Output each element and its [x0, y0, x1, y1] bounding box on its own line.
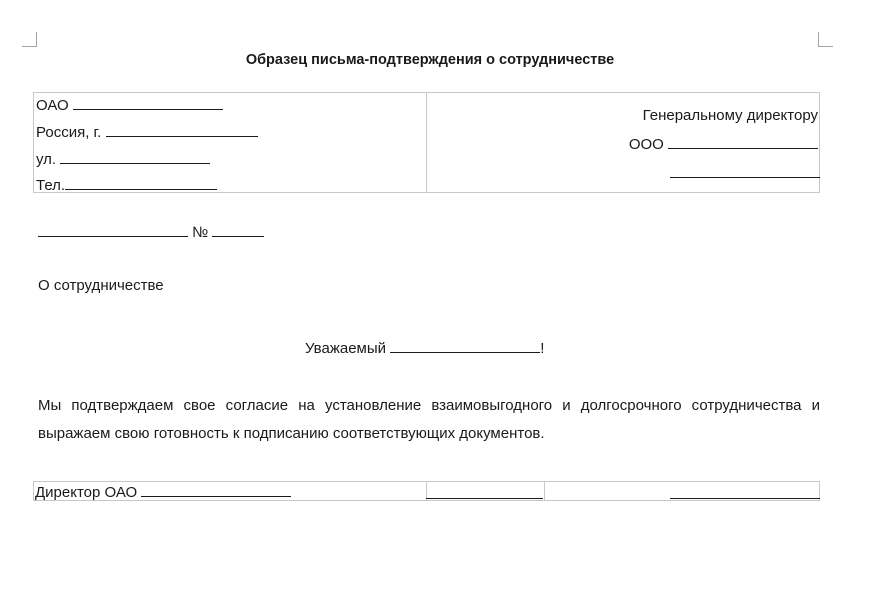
signature-table — [33, 481, 820, 501]
sender-org-blank — [73, 95, 223, 110]
signature-name-blank — [141, 482, 291, 497]
signature-position-label: Директор ОАО — [35, 484, 138, 501]
sender-phone-label: Тел. — [36, 177, 66, 194]
sender-phone-line — [36, 175, 217, 195]
outgoing-number-label: № — [192, 224, 209, 241]
salutation-suffix: ! — [540, 340, 545, 357]
body-paragraph: Мы подтверждаем свое согласие на установление взаимовыгодного и долгосрочного сотрудничества и выражаем свою готовность к подписанию соответствующих документов. — [38, 397, 820, 442]
sender-org-line — [36, 95, 223, 115]
header-table — [33, 92, 820, 193]
page-corner-mark-top-right — [818, 32, 833, 47]
signature-sign-blank — [426, 498, 543, 499]
recipient-org-blank — [668, 134, 818, 149]
document-title: Образец письма-подтверждения о сотрудничестве — [245, 52, 615, 68]
sender-country-label: Россия, г. — [36, 124, 102, 141]
outgoing-number-blank — [212, 222, 264, 237]
salutation-prefix: Уважаемый — [305, 340, 387, 357]
page-corner-mark-top-left — [22, 32, 37, 47]
sender-org-label: ОАО — [36, 97, 69, 114]
sender-street-label: ул. — [36, 151, 57, 168]
salutation-name-blank — [390, 338, 540, 353]
salutation-line — [305, 338, 544, 358]
sender-street-line — [36, 149, 210, 169]
sender-phone-blank — [65, 175, 217, 190]
recipient-org-line — [629, 134, 818, 154]
subject-line: О сотрудничестве — [38, 277, 164, 294]
recipient-position: Генеральному директору — [642, 107, 818, 124]
sender-city-blank — [106, 122, 258, 137]
recipient-extra-blank — [670, 177, 820, 178]
header-table-divider — [426, 93, 427, 192]
outgoing-line — [38, 222, 264, 242]
sender-street-blank — [60, 149, 210, 164]
sender-city-line — [36, 122, 258, 142]
signature-divider-2 — [544, 482, 545, 500]
recipient-org-label: ООО — [628, 136, 664, 153]
signature-date-blank — [670, 498, 820, 499]
signature-position-cell — [35, 482, 291, 502]
outgoing-date-blank — [38, 222, 188, 237]
